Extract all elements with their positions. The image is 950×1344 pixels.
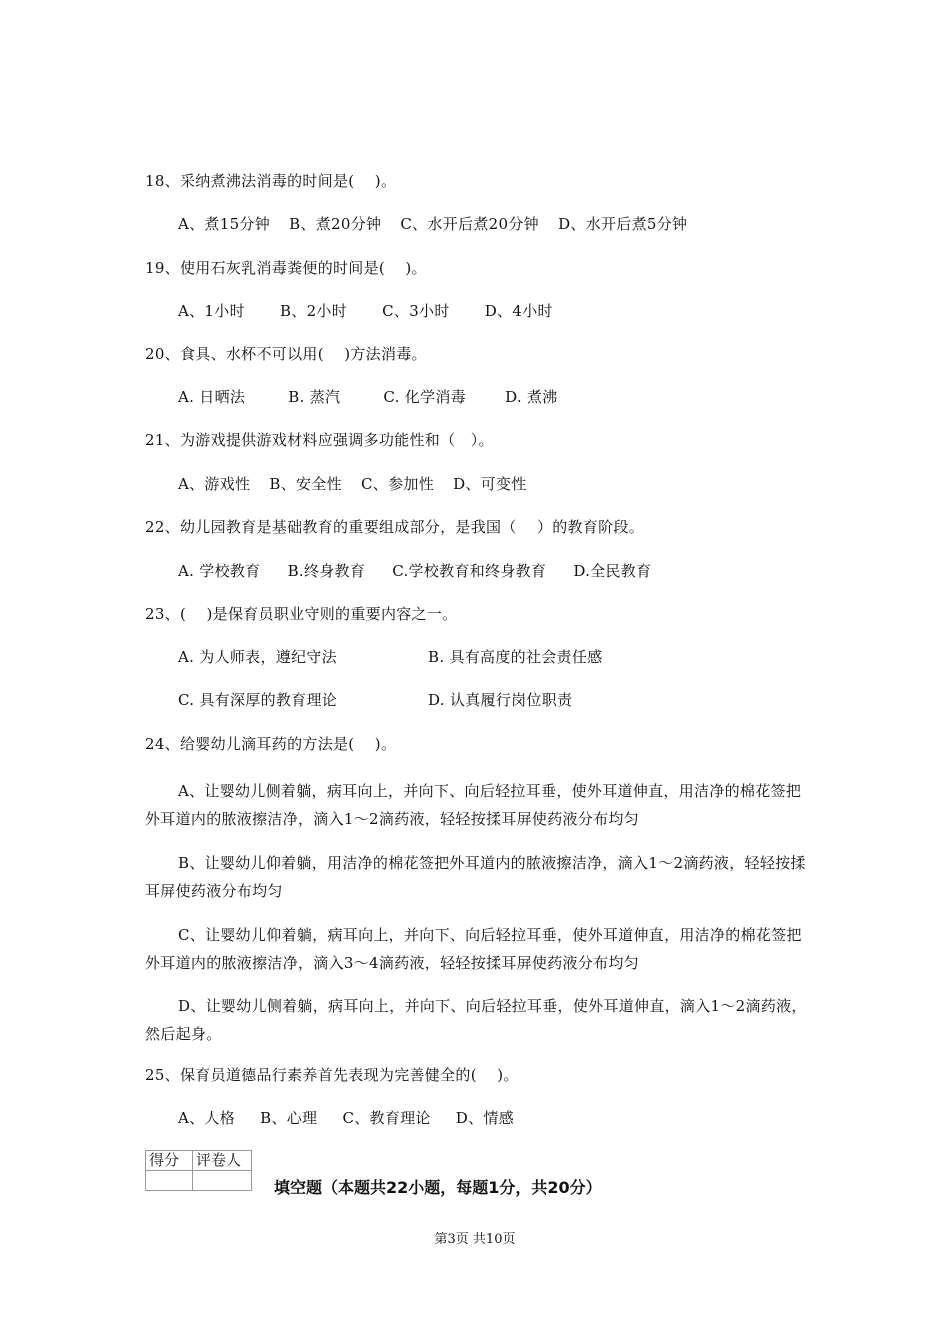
option: C. 化学消毒 — [383, 388, 466, 406]
question-options — [178, 474, 527, 494]
option: D.全民教育 — [573, 562, 652, 580]
option: D. 煮沸 — [505, 388, 558, 406]
question-stem: 22、幼儿园教育是基础教育的重要组成部分，是我国（ ）的教育阶段。 — [145, 518, 645, 536]
option: A、煮15分钟 — [178, 215, 271, 233]
option: D. 认真履行岗位职责 — [428, 691, 573, 709]
grader-cell — [193, 1171, 252, 1191]
option: A、人格 — [178, 1109, 236, 1127]
option: B、煮20分钟 — [289, 215, 382, 233]
question-stem: 25、保育员道德品行素养首先表现为完善健全的( )。 — [145, 1066, 519, 1084]
question-options — [178, 387, 558, 407]
question-options — [178, 1108, 514, 1128]
grader-header: 评卷人 — [193, 1151, 252, 1171]
option: B.终身教育 — [287, 562, 366, 580]
option: C、3小时 — [382, 302, 450, 320]
option: A、游戏性 — [178, 475, 251, 493]
score-table — [145, 1150, 252, 1191]
section-title: 填空题（本题共22小题，每题1分，共20分） — [274, 1178, 602, 1197]
score-cell — [146, 1171, 193, 1191]
option: D、可变性 — [453, 475, 527, 493]
option: B、安全性 — [269, 475, 342, 493]
question-options — [178, 561, 651, 581]
question-options — [178, 301, 553, 321]
option: A. 为人师表，遵纪守法 — [178, 648, 337, 666]
option: C、水开后煮20分钟 — [400, 215, 539, 233]
question-stem: 24、给婴幼儿滴耳药的方法是( )。 — [145, 735, 397, 753]
option: C. 具有深厚的教育理论 — [178, 691, 338, 709]
option-paragraph: C、让婴幼儿仰着躺，病耳向上，并向下、向后轻拉耳垂，使外耳道伸直，用洁净的棉花签把外耳道内的脓液擦洁净，滴入3～4滴药液，轻轻按揉耳屏使药液分布均匀 — [145, 926, 802, 972]
option: A、1小时 — [178, 302, 245, 320]
option: A. 学校教育 — [178, 562, 261, 580]
option: B. 具有高度的社会责任感 — [428, 648, 603, 666]
option: C、参加性 — [361, 475, 435, 493]
page-footer: 第3页 共10页 — [434, 1232, 516, 1247]
option: D、4小时 — [484, 302, 553, 320]
question-stem: 20、食具、水杯不可以用( )方法消毒。 — [145, 345, 427, 363]
option-paragraph: A、让婴幼儿侧着躺，病耳向上，并向下、向后轻拉耳垂，使外耳道伸直，用洁净的棉花签把外耳道内的脓液擦洁净，滴入1～2滴药液，轻轻按揉耳屏使药液分布均匀 — [145, 782, 802, 828]
option: C.学校教育和终身教育 — [392, 562, 547, 580]
question-stem: 21、为游戏提供游戏材料应强调多功能性和（ ）。 — [145, 431, 494, 449]
option: B、2小时 — [279, 302, 348, 320]
option: C、教育理论 — [342, 1109, 431, 1127]
option: D、水开后煮5分钟 — [558, 215, 688, 233]
option: B. 蒸汽 — [288, 388, 341, 406]
question-stem: 18、采纳煮沸法消毒的时间是( )。 — [145, 172, 397, 190]
score-header: 得分 — [146, 1151, 193, 1171]
question-options — [178, 214, 687, 234]
question-stem: 23、( )是保育员职业守则的重要内容之一。 — [145, 605, 458, 623]
question-stem: 19、使用石灰乳消毒粪便的时间是( )。 — [145, 259, 427, 277]
option: B、心理 — [260, 1109, 318, 1127]
option-paragraph: B、让婴幼儿仰着躺，用洁净的棉花签把外耳道内的脓液擦洁净，滴入1～2滴药液，轻轻按揉耳屏使药液分布均匀 — [145, 854, 806, 900]
option: D、情感 — [455, 1109, 515, 1127]
option: A. 日晒法 — [178, 388, 246, 406]
option-paragraph: D、让婴幼儿侧着躺，病耳向上，并向下、向后轻拉耳垂，使外耳道伸直，滴入1～2滴药液，然后起身。 — [145, 997, 807, 1043]
